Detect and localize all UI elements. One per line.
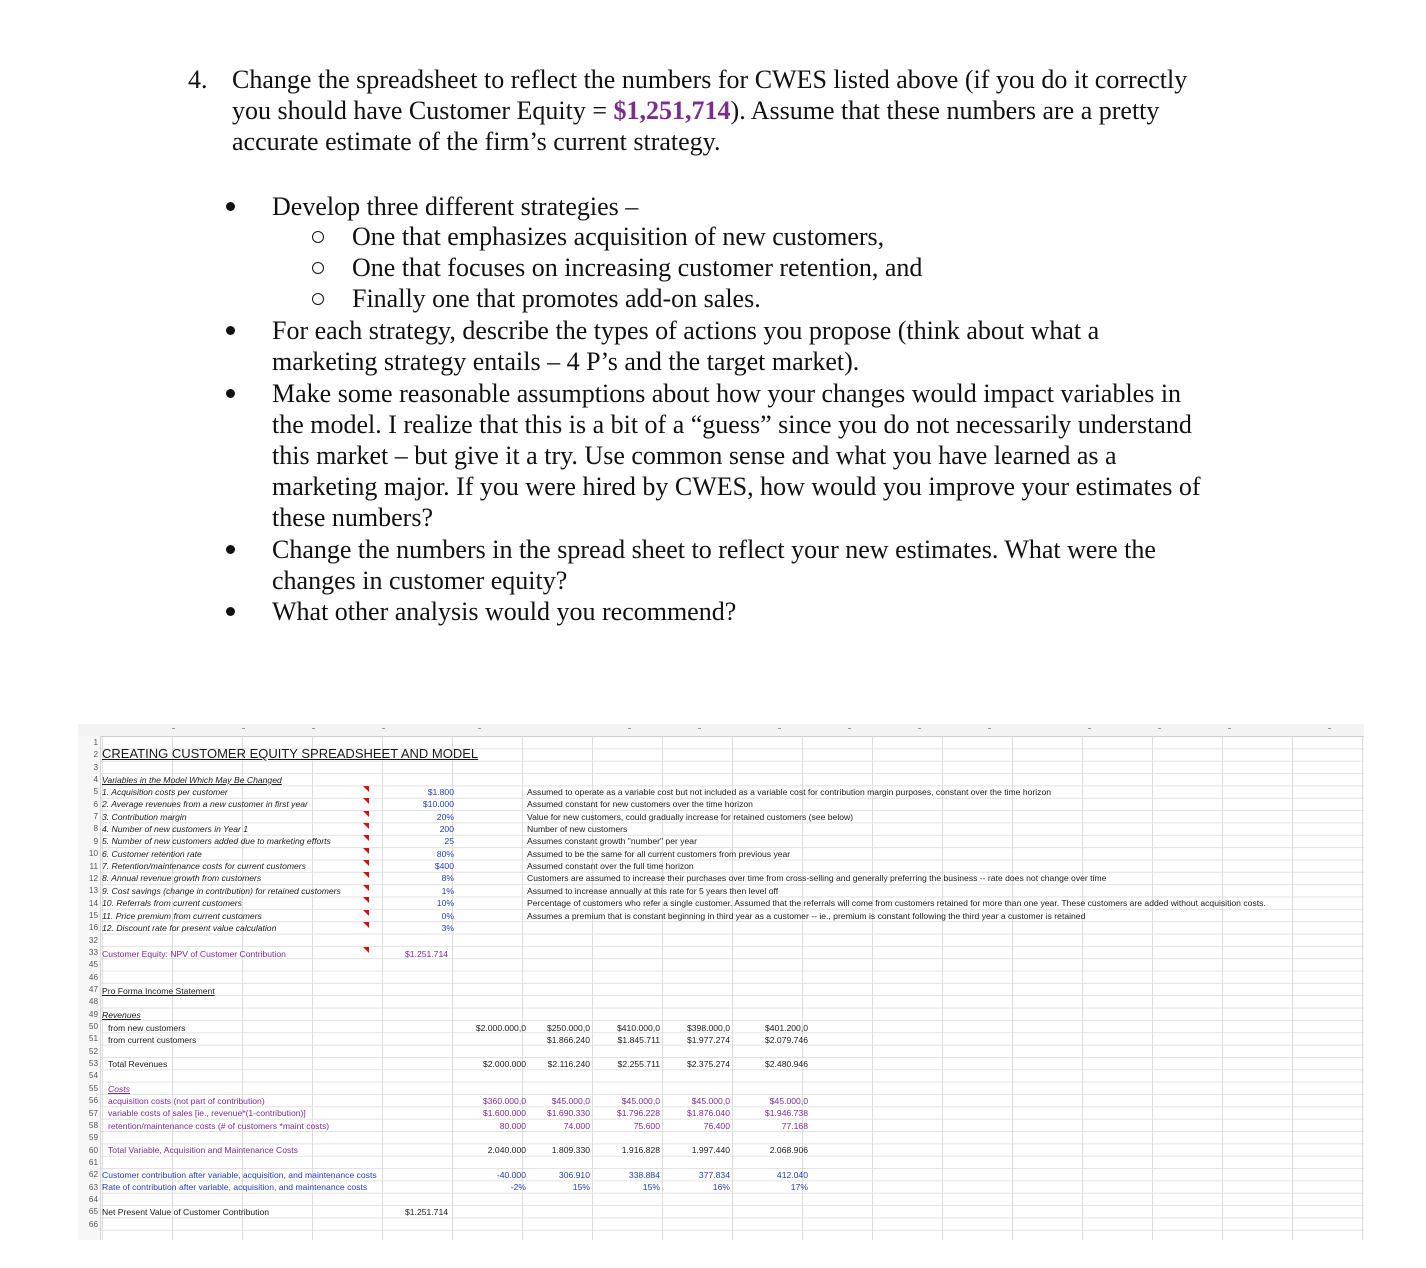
comment-indicator-icon[interactable] [363,798,369,804]
question-number: 4. [188,65,208,94]
variable-value[interactable]: 200 [439,824,454,835]
year-4-acq-cell[interactable]: $45.000,0 [691,1096,730,1106]
from-new-label[interactable]: from new customers [108,1023,186,1033]
row-number[interactable]: 33 [88,947,98,957]
column-tick [382,728,385,729]
variable-note[interactable]: Assumed to increase annually at this rate for 5 years then level off [527,885,779,896]
question-text [232,64,1192,157]
row-number[interactable]: 3 [93,762,98,772]
row-number[interactable]: 58 [88,1120,98,1130]
year-1-ret-cell[interactable]: 80.000 [499,1121,526,1131]
variable-note[interactable]: Assumed constant for new customers over the time horizon [527,799,753,810]
row-number[interactable]: 65 [88,1207,98,1217]
row-number[interactable]: 11 [89,861,98,871]
year-2-total-costs-cell[interactable]: 1.809.330 [551,1145,590,1155]
variable-value[interactable]: $1.800 [427,787,454,797]
row-number[interactable]: 51 [88,1034,98,1044]
variable-label[interactable]: 3. Contribution margin [102,811,187,822]
year-5-total-revenues-cell[interactable]: $2.480.946 [764,1059,808,1069]
year-3-rate-cell[interactable]: 15% [642,1182,660,1192]
row-number[interactable]: 49 [88,1009,98,1019]
year-3-total-costs-cell[interactable]: 1.916.828 [621,1145,660,1155]
npv-label[interactable]: Net Present Value of Customer Contribution [102,1207,270,1217]
comment-indicator-icon[interactable] [363,811,369,817]
total-revenues-label[interactable]: Total Revenues [108,1059,168,1069]
circle-bullet-icon [312,262,324,274]
row-number[interactable]: 2 [93,750,98,760]
comment-indicator-icon[interactable] [363,897,369,903]
variable-label[interactable]: 9. Cost savings (change in contribution) for retained customers [102,885,341,896]
year-5-from-new-cell[interactable]: $401.200,0 [764,1023,808,1033]
bullet-icon [226,389,235,398]
column-tick [1328,728,1331,729]
year-3-ret-cell[interactable]: 75.600 [633,1121,660,1131]
circle-bullet-icon [312,293,324,305]
variable-note[interactable]: Percentage of customers who refer a single customer. Assumed that the referrals will come from customers retained for more than one year. These customers are added without acquisition costs. [527,898,1266,909]
sub-bullet-text: One that emphasizes acquisition of new customers, [352,222,885,251]
variable-value[interactable]: 10% [436,898,454,909]
acquisition-costs-label[interactable]: acquisition costs (not part of contribution) [108,1096,265,1106]
bullet-icon [226,545,235,554]
year-3-acq-cell[interactable]: $45.000,0 [621,1096,660,1106]
variable-value[interactable]: 25 [444,836,454,847]
variable-value[interactable]: 0% [441,910,454,921]
bullet-text: Change the numbers in the spread sheet to reflect your new estimates. What were the changes in customer equity? [272,535,1156,595]
variable-value[interactable]: $400 [434,861,454,872]
bullet-text: Develop three different strategies – [272,192,639,221]
year-5-total-costs-cell[interactable]: 2.068.906 [769,1145,808,1155]
year-1-total-revenues-cell[interactable]: $2.000.000 [482,1059,526,1069]
year-3-from-current-cell[interactable]: $1.845.711 [617,1035,660,1045]
customer-equity-label[interactable]: Customer Equity: NPV of Customer Contribution [102,949,286,959]
sheet-title[interactable]: CREATING CUSTOMER EQUITY SPREADSHEET AND MODEL [102,746,479,761]
bullet-text: For each strategy, describe the types of actions you propose (think about what a marketing strategy entails – 4 P’s and the target market). [272,316,1100,376]
variable-note[interactable]: Assumes a premium that is constant beginning in third year as a customer -- ie., premium is constant following the third year a customer is retained [527,910,1086,921]
column-tick [698,728,701,729]
year-1-from-new-cell[interactable]: $2.000.000,0 [475,1023,526,1033]
row-number[interactable]: 12 [88,873,98,883]
row-number[interactable]: 5 [93,787,98,797]
year-1-rate-cell[interactable]: -2% [510,1182,526,1192]
year-1-total-costs-cell[interactable]: 2.040.000 [487,1145,526,1155]
year-5-ret-cell[interactable]: 77.168 [781,1121,808,1131]
bullet-icon [226,202,235,211]
variable-value[interactable]: $10.000 [422,799,454,810]
year-3-from-new-cell[interactable]: $410.000,0 [616,1023,660,1033]
year-4-contrib-cell[interactable]: 377.834 [698,1170,730,1180]
column-tick [778,728,781,729]
row-number[interactable]: 7 [93,812,98,822]
question-text-end: ). Assume that these numbers are a pretty accurate estimate of the firm’s current strategy. [232,96,1160,156]
year-3-total-revenues-cell[interactable]: $2.255.711 [617,1059,660,1069]
variable-label[interactable]: 12. Discount rate for present value calculation [102,922,277,933]
comment-indicator-icon[interactable] [363,848,369,854]
year-5-rate-cell[interactable]: 17% [790,1182,808,1192]
row-number[interactable]: 55 [88,1083,98,1093]
row-number[interactable]: 46 [88,972,98,982]
row-number[interactable]: 16 [88,923,98,933]
row-number[interactable]: 14 [88,898,98,908]
column-tick [478,728,481,729]
circle-bullet-icon [312,231,324,243]
comment-indicator-icon[interactable] [363,823,369,829]
row-number[interactable]: 47 [88,985,98,994]
year-5-contrib-cell[interactable]: 412.040 [776,1170,808,1180]
variable-value[interactable]: 8% [441,873,454,884]
contribution-rate-label[interactable]: Rate of contribution after variable, acquisition, and maintenance costs [102,1182,368,1192]
row-number[interactable]: 60 [88,1145,98,1155]
customer-equity-value[interactable]: $1.251.714 [405,949,449,959]
row-number[interactable]: 64 [88,1194,98,1204]
income-statement-title[interactable]: Pro Forma Income Statement [102,986,215,996]
comment-indicator-icon[interactable] [363,786,369,792]
year-5-var-cell[interactable]: $1.946.738 [764,1108,808,1118]
row-number[interactable]: 48 [88,997,98,1007]
column-tick [172,728,175,729]
variable-label[interactable]: 7. Retention/maintenance costs for current customers [102,861,306,872]
year-4-from-current-cell[interactable]: $1.977.274 [686,1035,730,1045]
year-1-acq-cell[interactable]: $360.000,0 [482,1096,526,1106]
row-number[interactable]: 9 [93,836,98,846]
column-tick [312,728,315,729]
variable-label[interactable]: 4. Number of new customers in Year 1 [102,824,249,835]
row-number[interactable]: 4 [93,775,98,785]
row-number[interactable]: 52 [88,1046,98,1056]
year-5-acq-cell[interactable]: $45.000,0 [769,1096,808,1106]
comment-indicator-icon[interactable] [363,872,369,878]
year-2-from-current-cell[interactable]: $1.866.240 [546,1035,590,1045]
year-2-contrib-cell[interactable]: 306.910 [558,1170,590,1180]
sub-bullet-text: Finally one that promotes add-on sales. [352,284,761,313]
column-tick [918,728,921,729]
year-2-total-revenues-cell[interactable]: $2.116.240 [547,1059,590,1069]
variable-label[interactable]: 11. Price premium from current customers [102,910,262,921]
year-4-from-new-cell[interactable]: $398.000,0 [686,1023,730,1033]
variable-value[interactable]: 80% [436,848,454,859]
column-tick [988,728,991,729]
year-1-contrib-cell[interactable]: -40.000 [496,1170,526,1180]
column-tick [242,728,245,729]
row-number[interactable]: 63 [88,1182,98,1192]
revenues-header[interactable]: Revenues [102,1010,141,1020]
year-2-acq-cell[interactable]: $45.000,0 [551,1096,590,1106]
year-4-total-revenues-cell[interactable]: $2.375.274 [686,1059,730,1069]
row-number[interactable]: 54 [88,1071,98,1081]
variable-label[interactable]: 5. Number of new customers added due to marketing efforts [102,836,331,847]
year-2-rate-cell[interactable]: 15% [572,1182,590,1192]
row-number[interactable]: 62 [88,1170,98,1180]
row-number[interactable]: 53 [88,1059,98,1069]
year-1-var-cell[interactable]: $1.600.000 [482,1108,526,1118]
comment-indicator-icon[interactable] [363,922,369,928]
column-tick [1088,728,1091,729]
question-text-start: Change the spreadsheet to reflect the numbers for CWES listed above (if you do it correctly you should have Customer Equity = [232,65,1188,125]
row-number[interactable]: 15 [88,910,98,920]
row-number[interactable]: 50 [88,1022,98,1032]
costs-header[interactable]: Costs [108,1084,130,1094]
row-number[interactable]: 32 [88,935,98,945]
from-current-label[interactable]: from current customers [108,1035,197,1045]
variable-label[interactable]: 2. Average revenues from a new customer in first year [102,799,308,810]
variable-label[interactable]: 1. Acquisition costs per customer [102,787,228,797]
bullet-icon [226,607,235,616]
total-costs-label[interactable]: Total Variable, Acquisition and Maintenance Costs [108,1145,298,1155]
column-tick [1158,728,1161,729]
variable-value[interactable]: 3% [441,922,454,933]
comment-indicator-icon[interactable] [363,885,369,891]
row-number[interactable]: 61 [88,1157,98,1167]
row-number[interactable]: 66 [88,1219,98,1229]
year-2-var-cell[interactable]: $1.690.330 [546,1108,590,1118]
comment-indicator-icon[interactable] [363,947,369,953]
variable-costs-label[interactable]: variable costs of sales [ie., revenue*(1-contribution)] [108,1108,306,1118]
row-number[interactable]: 56 [88,1096,98,1106]
contribution-label[interactable]: Customer contribution after variable, acquisition, and maintenance costs [102,1170,377,1180]
bullet-text: What other analysis would you recommend? [272,597,737,626]
variable-label[interactable]: 6. Customer retention rate [102,848,202,859]
year-4-ret-cell[interactable]: 76.400 [703,1121,730,1131]
customer-equity-target: $1,251,714 [613,96,731,125]
variables-header[interactable]: Variables in the Model Which May Be Changed [102,775,282,785]
row-number[interactable]: 1 [93,738,98,747]
row-number[interactable]: 59 [88,1133,98,1143]
variable-note[interactable]: Assumes constant growth "number" per year [527,836,697,847]
column-tick [848,728,851,729]
comment-indicator-icon[interactable] [363,910,369,916]
row-number[interactable]: 13 [88,886,98,896]
column-header-bar[interactable] [78,724,1364,737]
year-3-var-cell[interactable]: $1.796.228 [616,1108,660,1118]
year-4-rate-cell[interactable]: 16% [712,1182,730,1192]
comment-indicator-icon[interactable] [363,835,369,841]
year-3-contrib-cell[interactable]: 338.884 [628,1170,660,1180]
row-number[interactable]: 10 [88,849,98,859]
year-2-from-new-cell[interactable]: $250.000,0 [546,1023,590,1033]
bullet-text: Make some reasonable assumptions about how your changes would impact variables in the model. I realize that this is a bit of a “guess” since you do not necessarily understand this market – but give it a try. Use common sense and what you have learned as a marketing major. If you were hired by CWES, how would you improve your estimates of these numbers? [272,379,1201,532]
variable-note[interactable]: Customers are assumed to increase their purchases over time from cross-selling and generally preferring the business -- rate does not change over time [527,873,1107,884]
retention-costs-label[interactable]: retention/maintenance costs (# of customers *maint costs) [108,1121,330,1131]
row-number[interactable]: 57 [88,1108,98,1118]
row-number[interactable]: 45 [88,960,98,970]
npv-value[interactable]: $1.251.714 [405,1207,449,1217]
comment-indicator-icon[interactable] [363,860,369,866]
spreadsheet[interactable] [78,724,1364,1240]
bullet-icon [226,326,235,335]
variable-note[interactable]: Number of new customers [527,824,628,835]
variable-note[interactable]: Assumed constant over the full time horizon [527,861,694,872]
year-5-from-current-cell[interactable]: $2.079.746 [764,1035,808,1045]
variable-note[interactable]: Value for new customers, could gradually increase for retained customers (see below) [527,811,854,822]
column-tick [1228,728,1231,729]
year-4-total-costs-cell[interactable]: 1.997.440 [691,1145,730,1155]
variable-label[interactable]: 8. Annual revenue growth from customers [102,873,262,884]
row-number[interactable]: 8 [93,824,98,834]
row-number-column[interactable] [78,736,101,1240]
variable-label[interactable]: 10. Referrals from current customers [102,898,242,909]
variable-note[interactable]: Assumed to be the same for all current customers from previous year [527,848,791,859]
variable-note[interactable]: Assumed to operate as a variable cost but not included as a variable cost for contribution margin purposes, constant over the time horizon [527,787,1052,797]
column-tick [628,728,631,729]
row-number[interactable]: 6 [93,799,98,809]
year-4-var-cell[interactable]: $1.876.040 [686,1108,730,1118]
variable-value[interactable]: 20% [436,811,454,822]
year-2-ret-cell[interactable]: 74.000 [563,1121,590,1131]
sub-bullet-text: One that focuses on increasing customer retention, and [352,253,923,282]
variable-value[interactable]: 1% [441,885,454,896]
